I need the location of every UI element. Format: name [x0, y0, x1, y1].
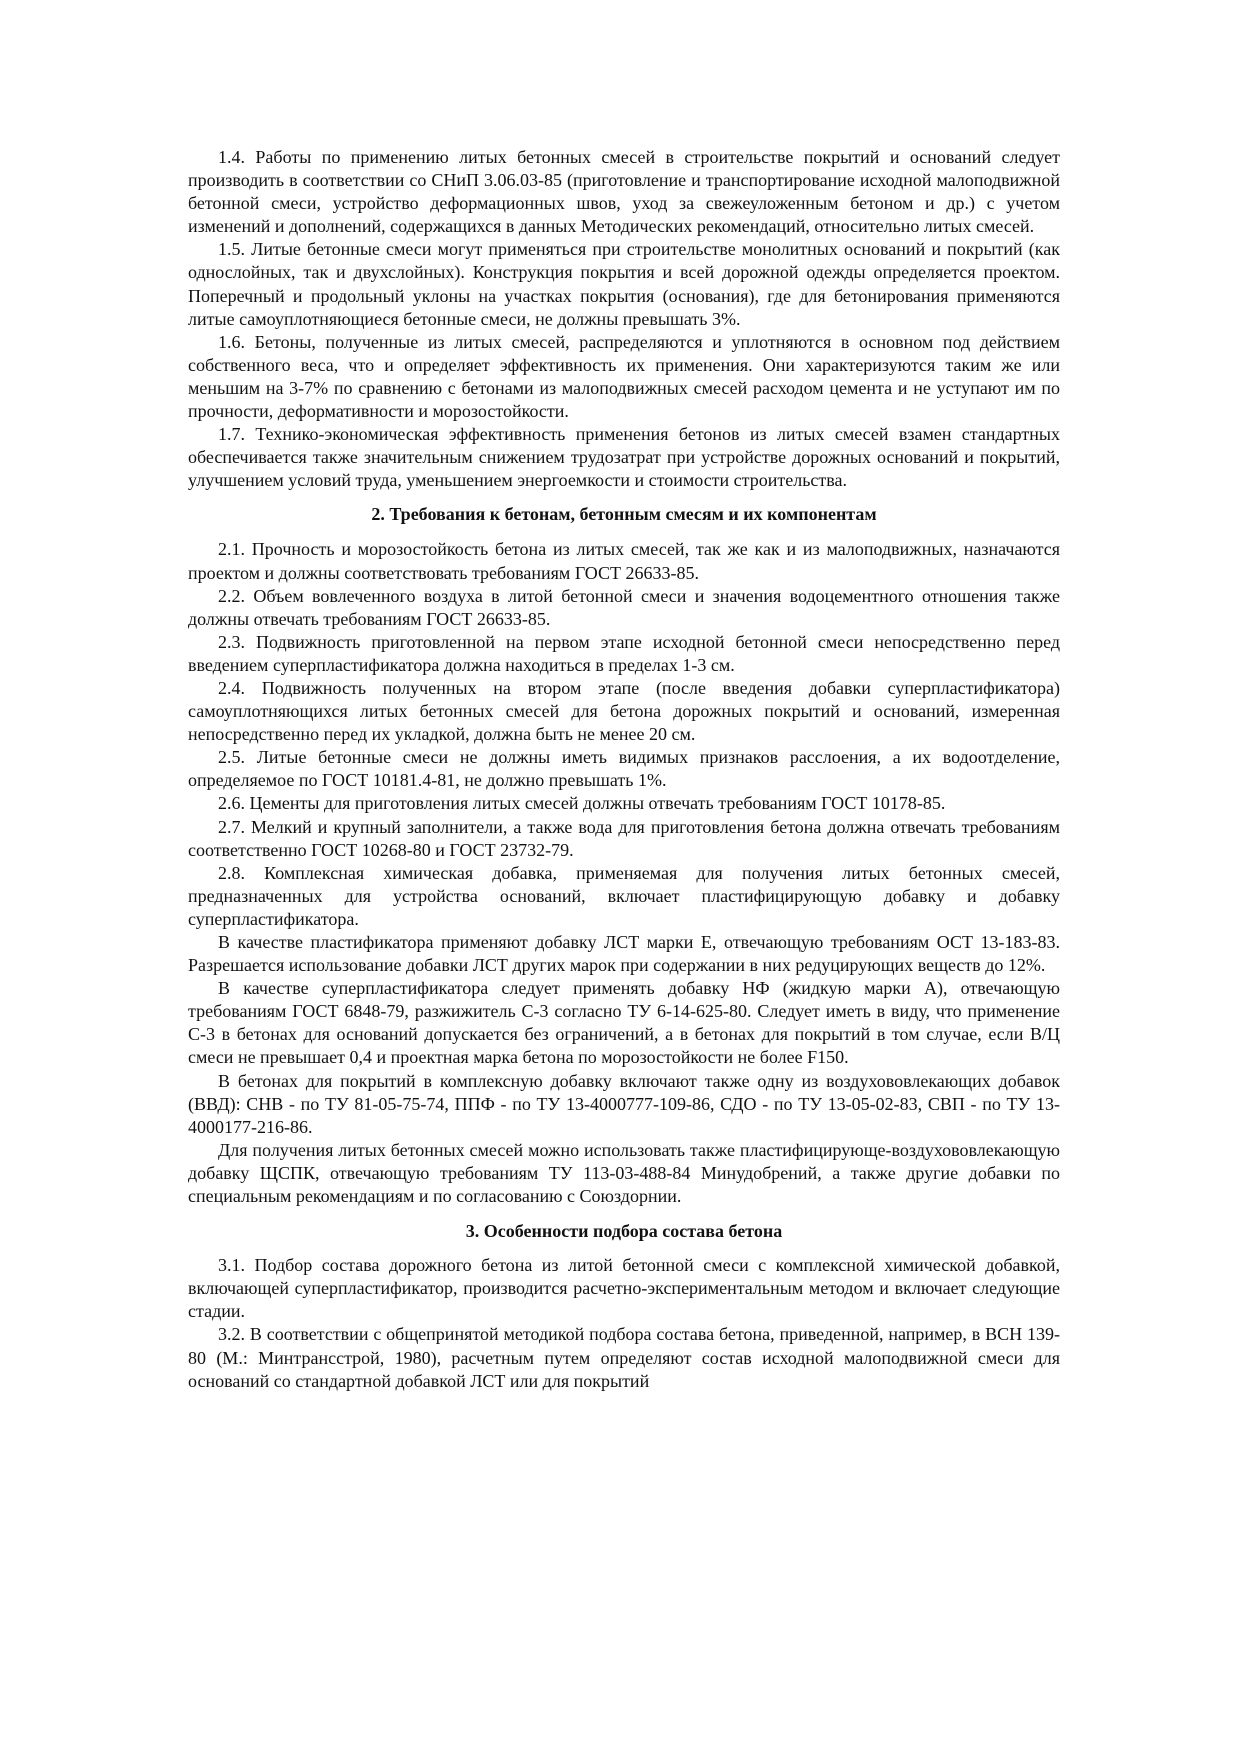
paragraph-2-6: 2.6. Цементы для приготовления литых смесей должны отвечать требованиям ГОСТ 10178-85. — [218, 793, 946, 814]
paragraph-3-1: 3.1. Подбор состава дорожного бетона из литой бетонной смеси с комплексной химической добавкой, включающей суперпластификатор, производится расчетно-экспериментальным методом и включает следующие стадии. — [188, 1255, 1060, 1322]
paragraph-superplasticizer: В качестве суперпластификатора следует применять добавку НФ (жидкую марки А), отвечающую требованиям ГОСТ 6848-79, разжижитель С-3 согласно ТУ 6-14-625-80. Следует иметь в виду, что применение С-3 в бетонах для оснований допускается без ограничений, а в бетонах для покрытий в том случае, если В/Ц смеси не превышает 0,4 и проектная марка бетона по морозостойкости не более F150. — [188, 978, 1060, 1068]
section-3-heading: 3. Особенности подбора состава бетона — [465, 1221, 783, 1242]
paragraph-2-7: 2.7. Мелкий и крупный заполнители, а также вода для приготовления бетона должна отвечать требованиям соответственно ГОСТ 10268-80 и ГОСТ 23732-79. — [188, 816, 1060, 860]
paragraph-1-6: 1.6. Бетоны, полученные из литых смесей, распределяются и уплотняются в основном под действием собственного веса, что и определяет эффективность их применения. Они характеризуются таким же или меньшим на 3-7% по сравнению с бетонами из малоподвижных смесей расходом цемента и не уступают им по прочности, деформативности и морозостойкости. — [188, 331, 1060, 422]
paragraph-2-8: 2.8. Комплексная химическая добавка, применяемая для получения литых бетонных смесей, предназначенных для устройства оснований, включает пластифицирующую добавку и добавку суперпластификатора. — [188, 862, 1060, 929]
paragraph-1-4: 1.4. Работы по применению литых бетонных смесей в строительстве покрытий и оснований следует производить в соответствии со СНиП 3.06.03-85 (приготовление и транспортирование исходной малоподвижной бетонной смеси, устройство деформационных швов, уход за свежеуложенным бетоном и др.) с учетом изменений и дополнений, содержащихся в данных Методических рекомендаций, относительно литых смесей. — [188, 147, 1060, 237]
paragraph-3-2: 3.2. В соответствии с общепринятой методикой подбора состава бетона, приведенной, например, в ВСН 139-80 (М.: Минтрансстрой, 1980), расчетным путем определяют состав исходной малоподвижной смеси для оснований со стандартной добавкой ЛСТ или для покрытий — [188, 1324, 1060, 1391]
paragraph-2-3: 2.3. Подвижность приготовленной на первом этапе исходной бетонной смеси непосредственно перед введением суперпластификатора должна находиться в пределах 1-3 см. — [188, 631, 1060, 675]
section-2-heading: 2. Требования к бетонам, бетонным смесям и их компонентам — [371, 504, 877, 525]
paragraph-1-7: 1.7. Технико-экономическая эффективность применения бетонов из литых смесей взамен стандартных обеспечивается также значительным снижением трудозатрат при устройстве дорожных оснований и покрытий, улучшением условий труда, уменьшением энергоемкости и стоимости строительства. — [188, 424, 1060, 491]
document-page — [188, 146, 1060, 1393]
paragraph-2-5: 2.5. Литые бетонные смеси не должны иметь видимых признаков расслоения, а их водоотделение, определяемое по ГОСТ 10181.4-81, не должно превышать 1%. — [188, 747, 1060, 791]
paragraph-air-entraining: В бетонах для покрытий в комплексную добавку включают также одну из воздухововлекающих добавок (ВВД): СНВ - по ТУ 81-05-75-74, ППФ - по ТУ 13-4000777-109-86, СДО - по ТУ 13-05-02-83, СВП - по ТУ 13-4000177-216-86. — [188, 1070, 1060, 1137]
paragraph-1-5: 1.5. Литые бетонные смеси могут применяться при строительстве монолитных оснований и покрытий (как однослойных, так и двухслойных). Конструкция покрытия и всей дорожной одежды определяется проектом. Поперечный и продольный уклоны на участках покрытия (основания), где для бетонирования применяются литые самоуплотняющиеся бетонные смеси, не должны превышать 3%. — [188, 239, 1060, 329]
paragraph-2-1: 2.1. Прочность и морозостойкость бетона из литых смесей, так же как и из малоподвижных, назначаются проектом и должны соответствовать требованиям ГОСТ 26633-85. — [188, 539, 1060, 583]
paragraph-2-4: 2.4. Подвижность полученных на втором этапе (после введения добавки суперпластификатора) самоуплотняющихся литых бетонных смесей для бетона дорожных покрытий и оснований, измеренная непосредственно перед их укладкой, должна быть не менее 20 см. — [188, 677, 1060, 745]
paragraph-2-2: 2.2. Объем вовлеченного воздуха в литой бетонной смеси и значения водоцементного отношения также должны отвечать требованиям ГОСТ 26633-85. — [188, 585, 1060, 629]
paragraph-additives: Для получения литых бетонных смесей можно использовать также пластифицирующе-воздухововлекающую добавку ЩСПК, отвечающую требованиям ТУ 113-03-488-84 Минудобрений, а также другие добавки по специальным рекомендациям и по согласованию с Союздорнии. — [188, 1139, 1060, 1207]
paragraph-plasticizer: В качестве пластификатора применяют добавку ЛСТ марки Е, отвечающую требованиям ОСТ 13-183-83. Разрешается использование добавки ЛСТ других марок при содержании в них редуцирующих веществ до 12%. — [188, 932, 1060, 976]
